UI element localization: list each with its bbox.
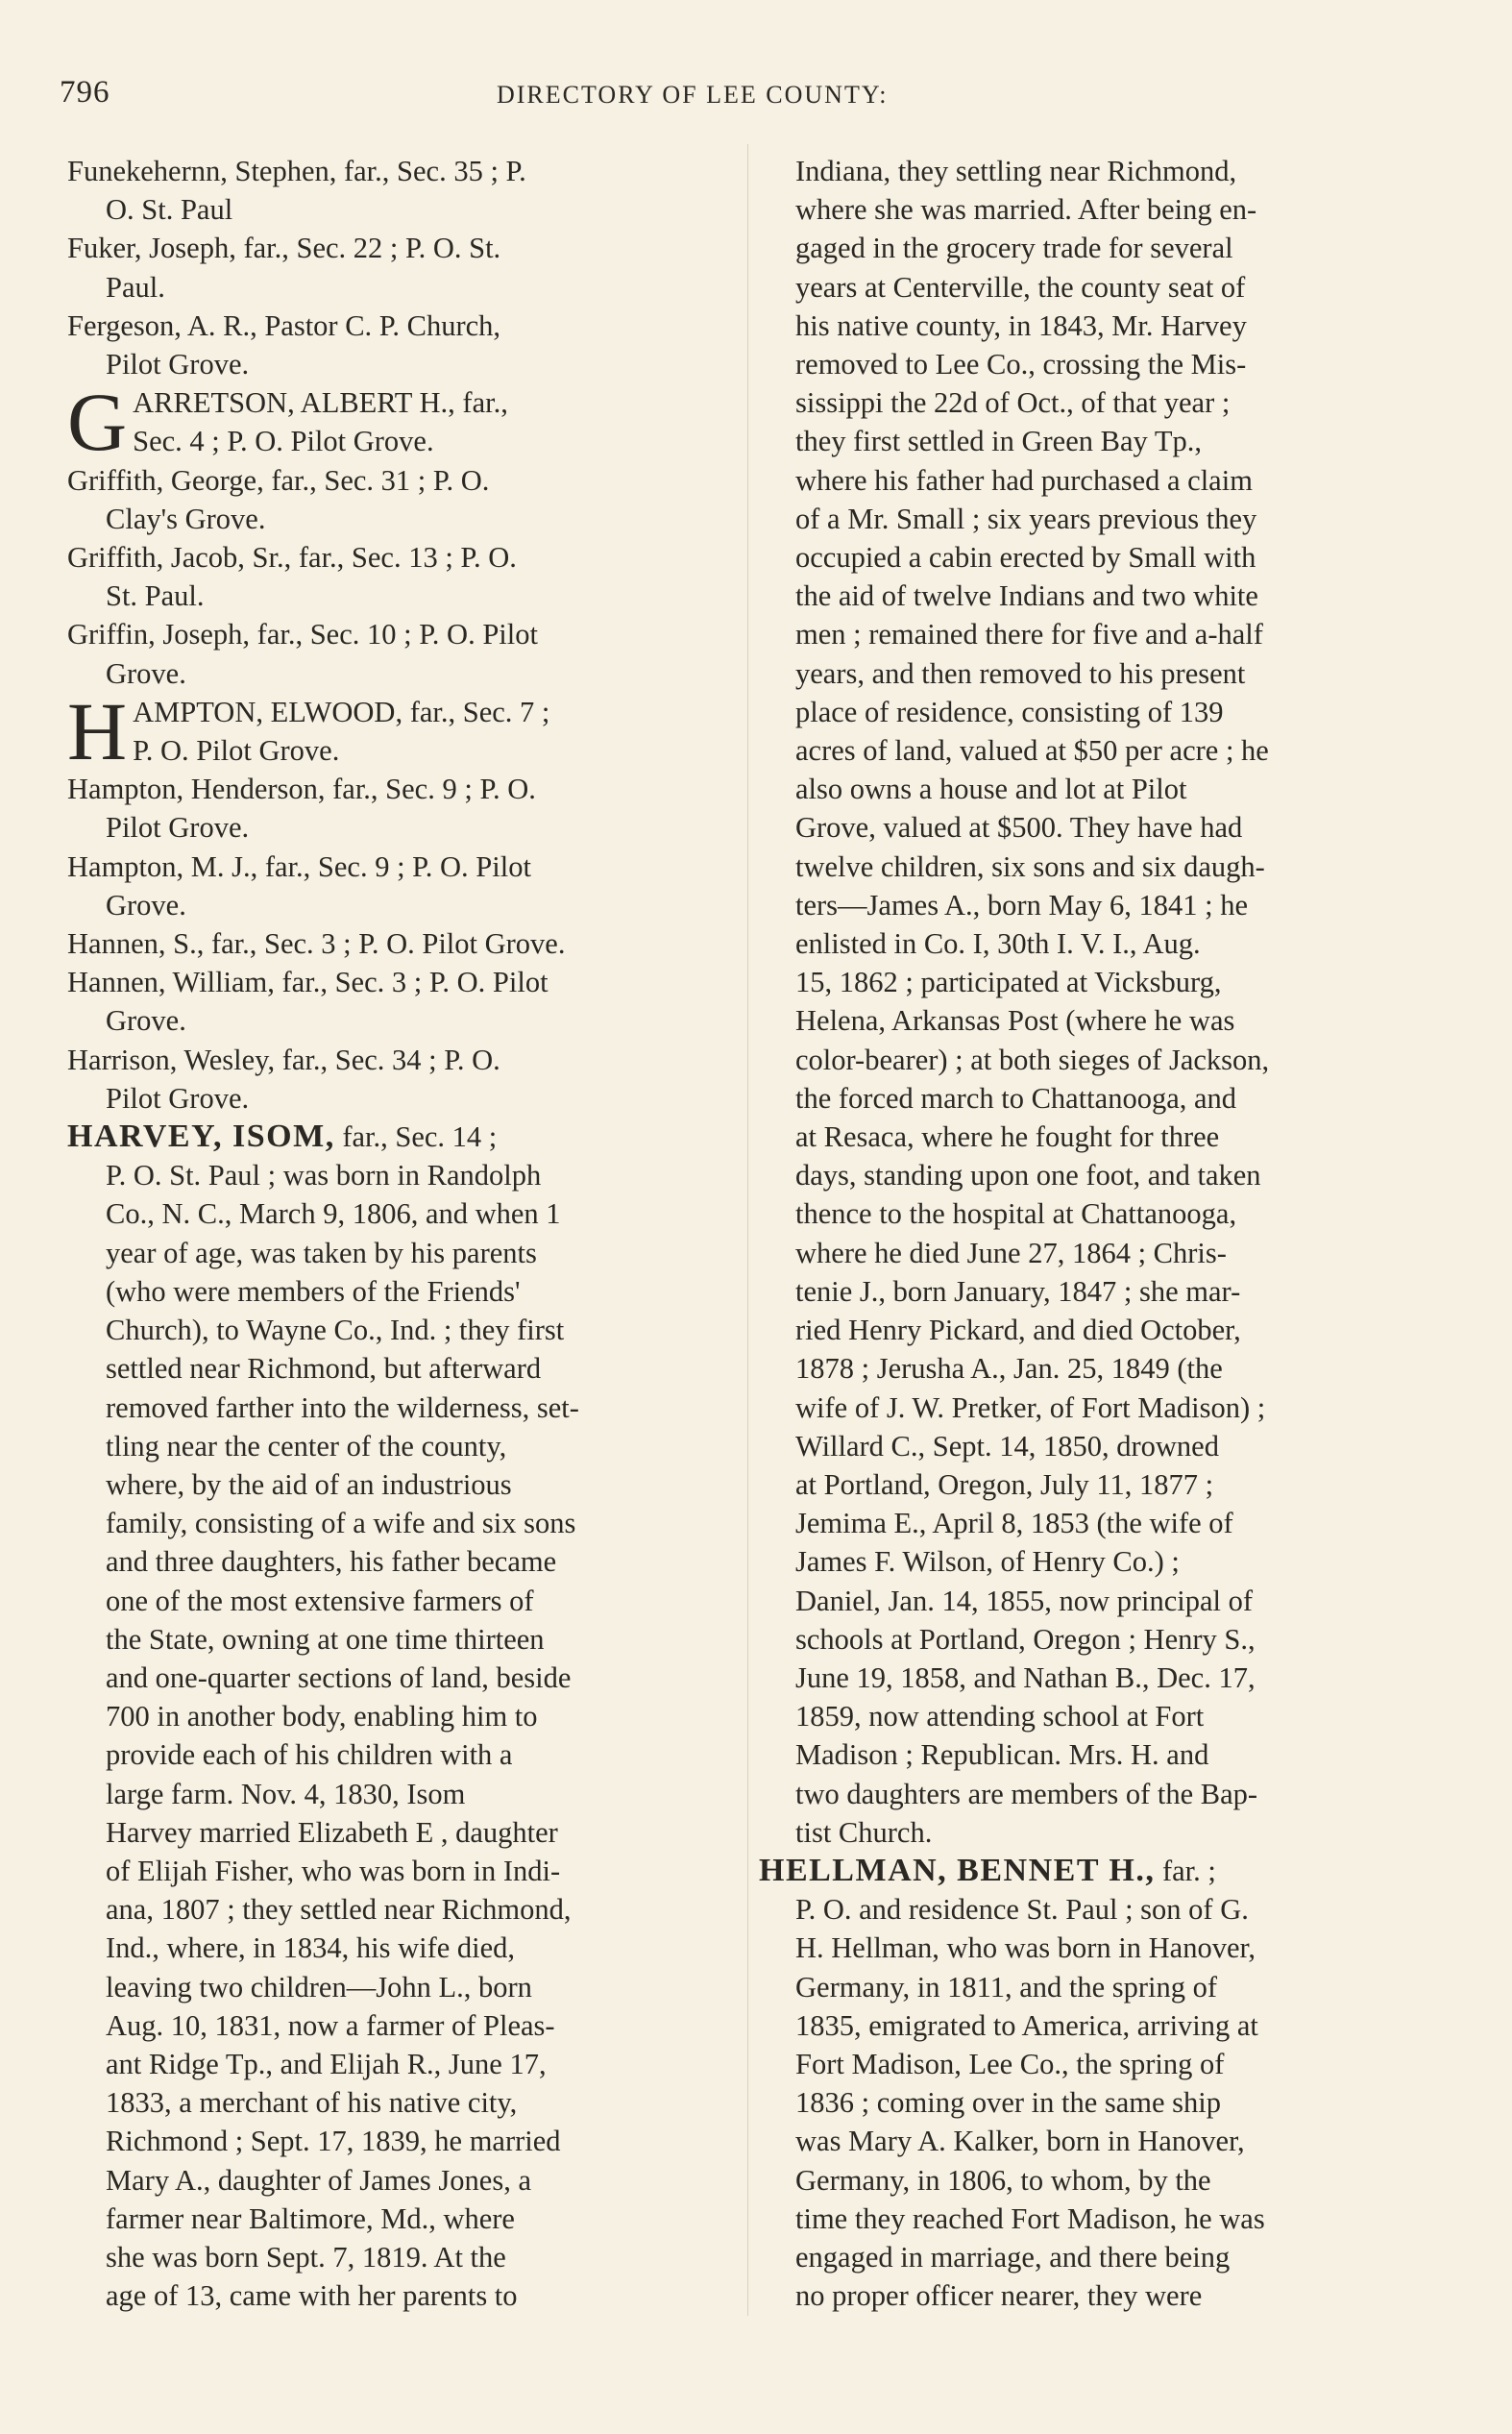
entry-line: Grove. [106,656,186,690]
biography-line: place of residence, consisting of 139 [795,695,1224,728]
biography-line: Mary A., daughter of James Jones, a [106,2163,531,2197]
biography-line: and one-quarter sections of land, beside [106,1660,572,1694]
entry-line: Grove. [106,888,186,922]
directory-entry [67,770,730,847]
biography-line: provide each of his children with a [106,1738,513,1772]
entry-line: Hannen, S., far., Sec. 3 ; P. O. Pilot Grove. [67,927,566,961]
page-number: 796 [60,75,110,110]
biography-line: 700 in another body, enabling him to [106,1700,538,1733]
biography-line: schools at Portland, Oregon ; Henry S., [795,1622,1256,1656]
biography-line: 1835, emigrated to America, arriving at [795,2008,1258,2042]
biography-line: (who were members of the Friends' [106,1274,521,1308]
biography-line: of a Mr. Small ; six years previous they [795,502,1257,535]
biography-line: June 19, 1858, and Nathan B., Dec. 17, [795,1660,1256,1694]
biography-hellman [759,1852,1443,2315]
biography-line: Richmond ; Sept. 17, 1839, he married [106,2125,561,2158]
biography-line: 1878 ; Jerusha A., Jan. 25, 1849 (the [795,1352,1223,1386]
biography-name: HARVEY, ISOM, [67,1119,335,1155]
biography-line: Fort Madison, Lee Co., the spring of [795,2047,1225,2080]
entry-line: O. St. Paul [106,193,233,227]
biography-line: men ; remained there for five and a-half [795,618,1263,652]
biography-line: Aug. 10, 1831, now a farmer of Pleas- [106,2008,555,2042]
biography-line: year of age, was taken by his parents [106,1236,537,1269]
biography-line: 15, 1862 ; participated at Vicksburg, [795,966,1222,999]
biography-line: of Elijah Fisher, who was born in Indi- [106,1854,561,1887]
biography-line: time they reached Fort Madison, he was [795,2201,1265,2235]
drop-cap-initial: G [67,376,128,469]
biography-line: P. O. and residence St. Paul ; son of G. [795,1893,1249,1927]
biography-line: wife of J. W. Pretker, of Fort Madison) ; [795,1390,1266,1424]
biography-line: acres of land, valued at $50 per acre ; he [795,734,1269,768]
entry-line: Pilot Grove. [106,811,250,845]
biography-line: gaged in the grocery trade for several [795,232,1233,265]
directory-entry [67,538,730,615]
biography-line: Willard C., Sept. 14, 1850, drowned [795,1429,1219,1463]
entry-line: Griffith, Jacob, Sr., far., Sec. 13 ; P. O. [67,541,517,575]
biography-line: P. O. St. Paul ; was born in Randolph [106,1159,542,1192]
biography-line: Harvey married Elizabeth E , daughter [106,1815,558,1849]
entry-line: AMPTON, ELWOOD, far., Sec. 7 ; [133,695,550,728]
directory-entry [67,307,730,383]
directory-entry [67,963,730,1040]
biography-line: H. Hellman, who was born in Hanover, [795,1931,1256,1965]
directory-entry [67,461,730,538]
directory-entry [67,615,730,692]
entry-line: Harrison, Wesley, far., Sec. 34 ; P. O. [67,1043,500,1076]
biography-line: days, standing upon one foot, and taken [795,1159,1261,1192]
biography-harvey-continued [759,152,1443,1852]
biography-line: Co., N. C., March 9, 1806, and when 1 [106,1197,561,1231]
biography-line: 1833, a merchant of his native city, [106,2086,518,2120]
biography-line: they first settled in Green Bay Tp., [795,425,1202,458]
entry-line: Funekehernn, Stephen, far., Sec. 35 ; P. [67,155,526,187]
biography-line: color-bearer) ; at both sieges of Jackson, [795,1043,1270,1076]
biography-line: sissippi the 22d of Oct., of that year ; [795,386,1231,420]
biography-line: and three daughters, his father became [106,1545,557,1579]
biography-line: farmer near Baltimore, Md., where [106,2201,515,2235]
biography-line: Ind., where, in 1834, his wife died, [106,1931,516,1965]
biography-line: where his father had purchased a claim [795,463,1253,497]
biography-line: Daniel, Jan. 14, 1855, now principal of [795,1584,1254,1617]
directory-entry [67,229,730,306]
biography-line: age of 13, came with her parents to [106,2279,518,2313]
biography-line: removed to Lee Co., crossing the Mis- [795,348,1247,381]
page-header [60,75,1424,123]
left-column [67,152,730,2315]
biography-line: 1836 ; coming over in the same ship [795,2086,1222,2120]
entry-line: ARRETSON, ALBERT H., far., [133,386,508,420]
entry-line: P. O. Pilot Grove. [133,734,340,768]
biography-line: Church), to Wayne Co., Ind. ; they first [106,1314,565,1347]
biography-line: where she was married. After being en- [795,193,1257,227]
entry-line: Paul. [106,270,165,304]
biography-line: the aid of twelve Indians and two white [795,579,1258,613]
biography-line: his native county, in 1843, Mr. Harvey [795,308,1247,342]
entry-line: Hampton, Henderson, far., Sec. 9 ; P. O. [67,773,536,806]
biography-line: the forced march to Chattanooga, and [795,1081,1237,1115]
biography-line: far., Sec. 14 ; [342,1120,498,1154]
entry-line: Griffin, Joseph, far., Sec. 10 ; P. O. Pilot [67,618,538,652]
biography-line: tling near the center of the county, [106,1429,507,1463]
biography-line: where, by the aid of an industrious [106,1467,512,1501]
biography-line: one of the most extensive farmers of [106,1584,534,1617]
biography-line: James F. Wilson, of Henry Co.) ; [795,1545,1180,1579]
directory-entry [67,1041,730,1118]
biography-line: tist Church. [795,1815,933,1849]
biography-line: settled near Richmond, but afterward [106,1352,542,1386]
biography-line: ters—James A., born May 6, 1841 ; he [795,888,1248,922]
right-column [759,152,1443,2315]
biography-line: removed farther into the wilderness, set- [106,1390,579,1424]
entry-line: Clay's Grove. [106,502,266,535]
biography-line: occupied a cabin erected by Small with [795,541,1256,575]
biography-line: 1859, now attending school at Fort [795,1700,1205,1733]
biography-line: ana, 1807 ; they settled near Richmond, [106,1893,572,1927]
entry-line: Sec. 4 ; P. O. Pilot Grove. [133,425,434,458]
directory-entry [67,152,730,229]
biography-line: Germany, in 1811, and the spring of [795,1970,1218,2004]
entry-line: Hampton, M. J., far., Sec. 9 ; P. O. Pilot [67,849,531,883]
biography-line: years at Centerville, the county seat of [795,270,1246,304]
biography-line: ant Ridge Tp., and Elijah R., June 17, [106,2047,547,2080]
entry-line: Fergeson, A. R., Pastor C. P. Church, [67,308,501,342]
biography-line: Germany, in 1806, to whom, by the [795,2163,1211,2197]
directory-entry [67,924,730,963]
biography-line: at Resaca, where he fought for three [795,1120,1220,1154]
drop-cap-initial: H [67,684,128,777]
biography-line: tenie J., born January, 1847 ; she mar- [795,1274,1241,1308]
entry-line: Hannen, William, far., Sec. 3 ; P. O. Pilot [67,966,549,999]
biography-line: far. ; [1161,1854,1216,1887]
biography-line: years, and then removed to his present [795,656,1246,690]
entry-line: Pilot Grove. [106,1081,250,1115]
biography-name: HELLMAN, BENNET H., [759,1852,1156,1888]
biography-line: also owns a house and lot at Pilot [795,773,1187,806]
biography-line: where he died June 27, 1864 ; Chris- [795,1236,1227,1269]
biography-line: family, consisting of a wife and six sons [106,1507,576,1540]
biography-line: she was born Sept. 7, 1819. At the [106,2240,506,2274]
biography-line: Grove, valued at $500. They have had [795,811,1243,845]
biography-line: Indiana, they settling near Richmond, [795,155,1237,187]
entry-line: St. Paul. [106,579,205,613]
running-head: DIRECTORY OF LEE COUNTY: [497,81,889,109]
biography-line: ried Henry Pickard, and died October, [795,1314,1241,1347]
directory-entry-letter-g [67,376,730,469]
biography-line: enlisted in Co. I, 30th I. V. I., Aug. [795,927,1201,961]
biography-line: Helena, Arkansas Post (where he was [795,1004,1235,1038]
biography-line: at Portland, Oregon, July 11, 1877 ; [795,1467,1214,1501]
entry-line: Fuker, Joseph, far., Sec. 22 ; P. O. St. [67,232,501,265]
biography-line: the State, owning at one time thirteen [106,1622,545,1656]
entry-line: Griffith, George, far., Sec. 31 ; P. O. [67,463,490,497]
directory-entry-letter-h [67,684,730,777]
column-divider [747,144,748,2316]
biography-line: two daughters are members of the Bap- [795,1777,1258,1810]
directory-entry [67,848,730,924]
biography-line: leaving two children—John L., born [106,1970,532,2004]
biography-line: was Mary A. Kalker, born in Hanover, [795,2125,1245,2158]
biography-line: large farm. Nov. 4, 1830, Isom [106,1777,466,1810]
entry-line: Pilot Grove. [106,348,250,381]
biography-line: Jemima E., April 8, 1853 (the wife of [795,1507,1233,1540]
biography-line: no proper officer nearer, they were [795,2279,1203,2313]
biography-harvey [67,1118,730,2315]
biography-line: thence to the hospital at Chattanooga, [795,1197,1237,1231]
entry-line: Grove. [106,1004,186,1038]
biography-line: engaged in marriage, and there being [795,2240,1231,2274]
biography-line: twelve children, six sons and six daugh- [795,849,1265,883]
biography-line: Madison ; Republican. Mrs. H. and [795,1738,1209,1772]
